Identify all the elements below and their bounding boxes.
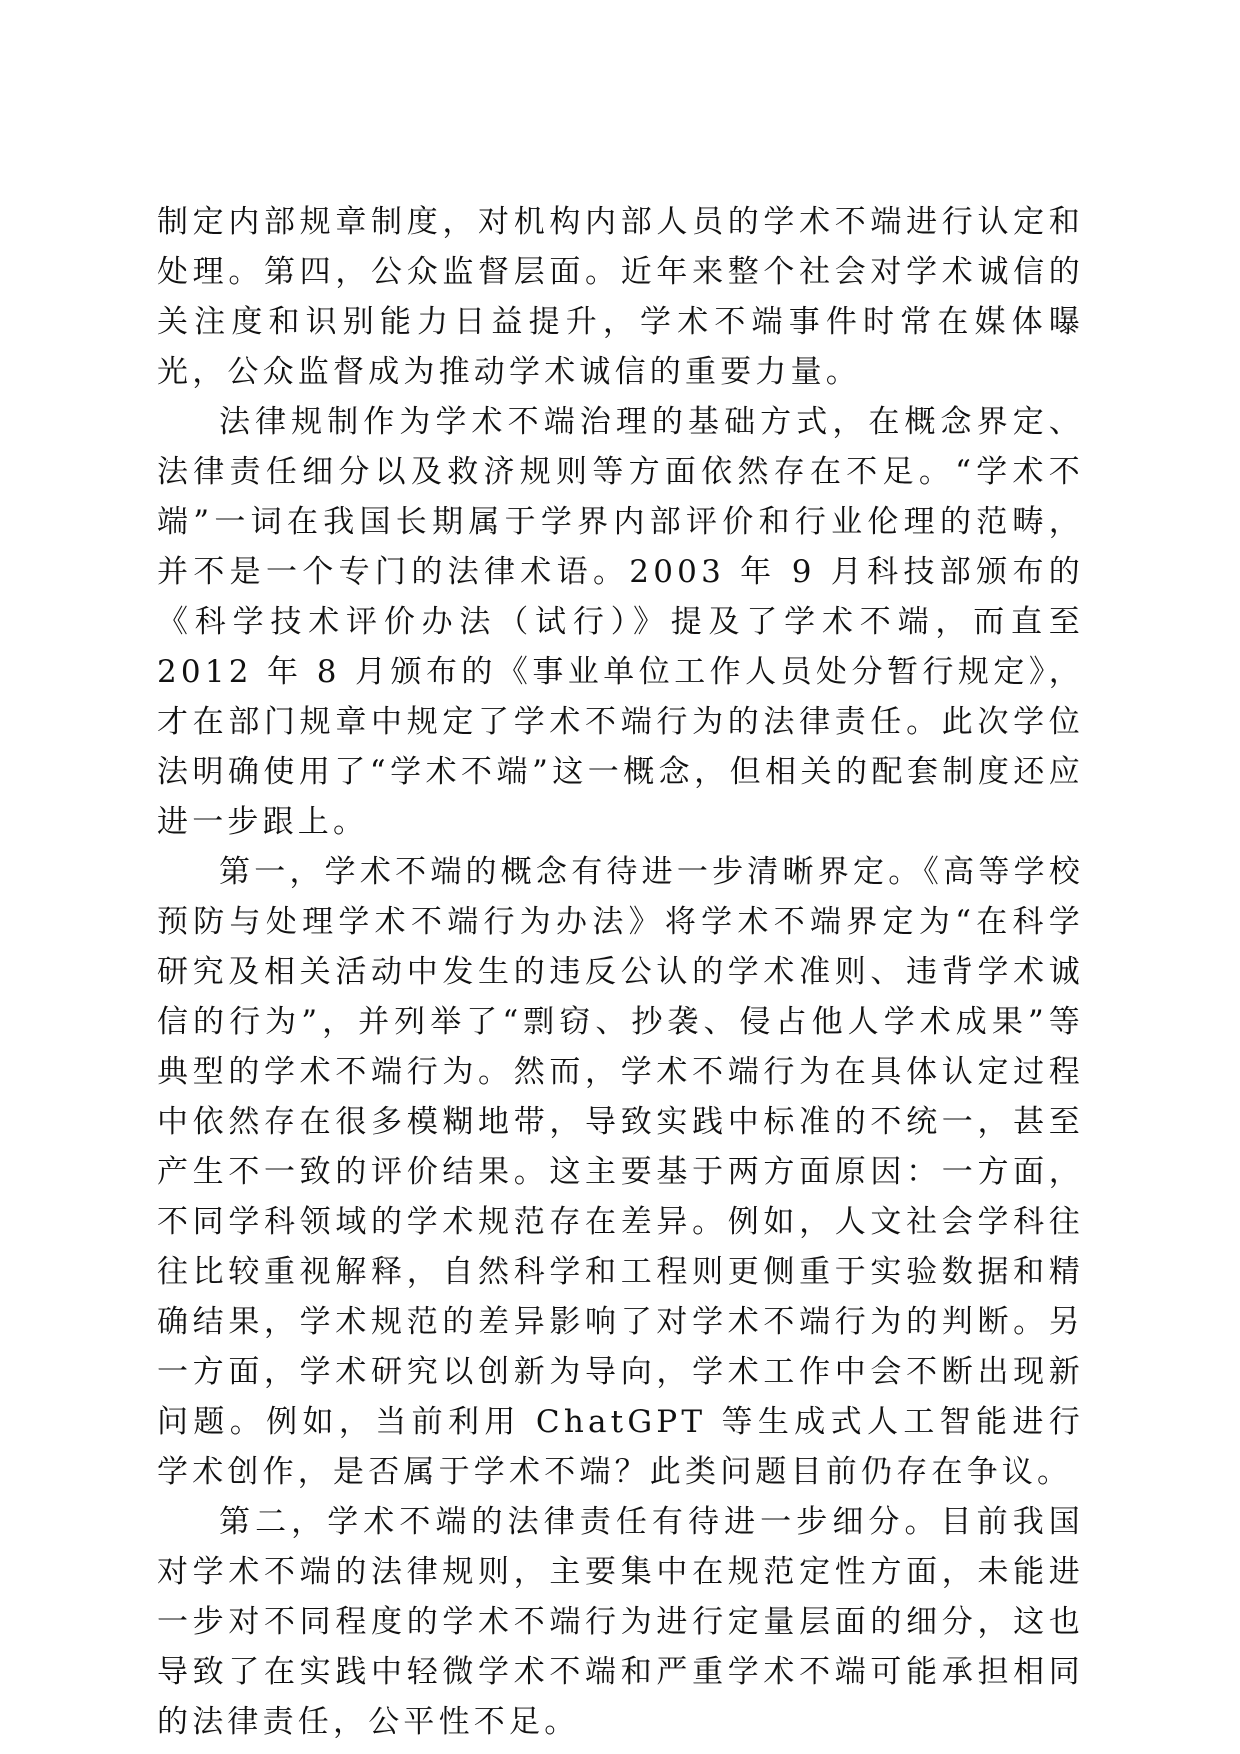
- paragraph-4: 第二，学术不端的法律责任有待进一步细分。目前我国对学术不端的法律规则，主要集中在规范定性方面，未能进一步对不同程度的学术不端行为进行定量层面的细分，这也导致了在实践中轻微学术不端和严重学术不端可能承担相同的法律责任，公平性不足。: [157, 1504, 1084, 1740]
- paragraph-1: 制定内部规章制度，对机构内部人员的学术不端进行认定和处理。第四，公众监督层面。近年来整个社会对学术诚信的关注度和识别能力日益提升，学术不端事件时常在媒体曝光，公众监督成为推动学术诚信的重要力量。: [157, 204, 1084, 390]
- paragraph-2: 法律规制作为学术不端治理的基础方式，在概念界定、法律责任细分以及救济规则等方面依然存在不足。“学术不端”一词在我国长期属于学界内部评价和行业伦理的范畴，并不是一个专门的法律术语。2003 年 9 月科技部颁布的《科学技术评价办法（试行）》提及了学术不端，而直至 2012 年 8 月颁布的《事业单位工作人员处分暂行规定》，才在部门规章中规定了学术不端行为的法律责任。此次学位法明确使用了“学术不端”这一概念，但相关的配套制度还应进一步跟上。: [157, 404, 1084, 840]
- paragraph-3: 第一，学术不端的概念有待进一步清晰界定。《高等学校预防与处理学术不端行为办法》将学术不端界定为“在科学研究及相关活动中发生的违反公认的学术准则、违背学术诚信的行为”，并列举了“剽窃、抄袭、侵占他人学术成果”等典型的学术不端行为。然而，学术不端行为在具体认定过程中依然存在很多模糊地带，导致实践中标准的不统一，甚至产生不一致的评价结果。这主要基于两方面原因：一方面，不同学科领域的学术规范存在差异。例如，人文社会学科往往比较重视解释，自然科学和工程则更侧重于实验数据和精确结果，学术规范的差异影响了对学术不端行为的判断。另一方面，学术研究以创新为导向，学术工作中会不断出现新问题。例如，当前利用 ChatGPT 等生成式人工智能进行学术创作，是否属于学术不端？此类问题目前仍存在争议。: [157, 854, 1084, 1490]
- body-text: [157, 197, 1084, 1747]
